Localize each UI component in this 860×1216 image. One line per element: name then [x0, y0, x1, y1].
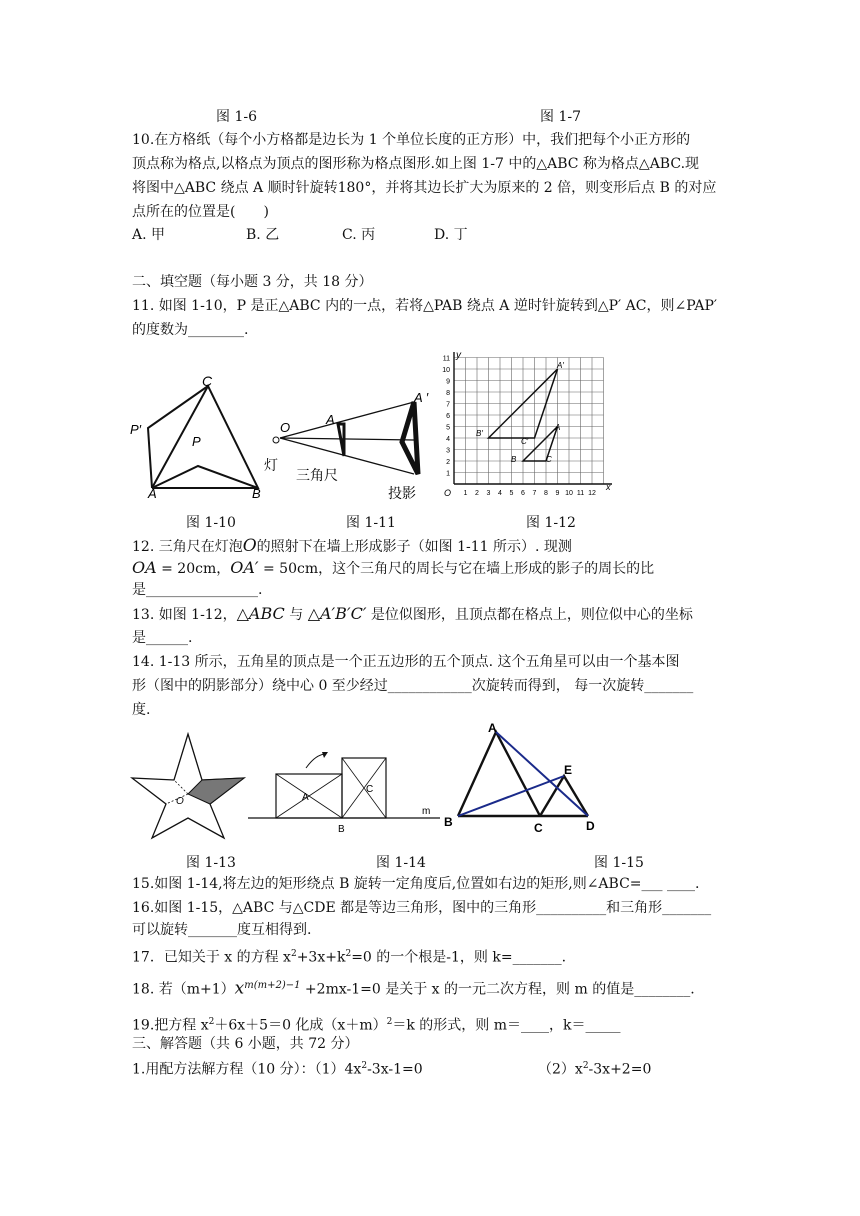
- q19-line: [132, 1012, 621, 1036]
- fig12-ytick: 11: [442, 355, 450, 363]
- q18-exponent: m(m+2)−1: [244, 980, 301, 991]
- q19-sup-2: 2: [386, 1017, 393, 1027]
- figure-1-10: [128, 372, 268, 502]
- q17-text-a: 17．已知关于 x 的方程 x: [132, 949, 291, 966]
- caption-fig-1-13: 图 1-13: [186, 855, 236, 871]
- q10-option-a: A. 甲: [132, 227, 166, 243]
- fig12-xtick: 9: [555, 490, 560, 497]
- fig12-xtick: 12: [588, 490, 596, 497]
- q19-sup-1: 2: [208, 1017, 215, 1027]
- fig12-ytick: 5: [446, 424, 450, 432]
- figure-1-13: [130, 732, 246, 840]
- fig12-xtick: 4: [498, 490, 502, 497]
- fig11-label-shadow: 投影: [388, 485, 416, 501]
- q13-text-a: 13. 如图 1-12，: [132, 607, 237, 623]
- fig12-xtick: 2: [475, 490, 479, 497]
- q16-line-2: 可以旋转_______度互相得到.: [132, 922, 312, 938]
- q18-text-b: +2mx-1=0 是关于 x 的一元二次方程，则 m 的值是________.: [300, 981, 695, 998]
- fig12-xtick: 11: [576, 490, 585, 497]
- fig12-label-c-prime: C′: [521, 437, 529, 446]
- q10-option-b: B. 乙: [246, 227, 280, 243]
- fig14-label-m: m: [422, 806, 431, 817]
- q11-line-2: 的度数为________.: [132, 322, 249, 338]
- q12-oa-prime: OA′: [230, 558, 259, 577]
- q13-tri-abc-prime: △A′B′C′: [307, 604, 367, 623]
- fig10-label-b: B: [252, 486, 261, 501]
- q17-sup-2: 2: [345, 949, 352, 959]
- fig12-ytick: 10: [442, 367, 450, 374]
- q11-line-1: 11. 如图 1-10，P 是正△ABC 内的一点，若将△PAB 绕点 A 逆时针旋转到△P′ AC，则∠PAP′: [132, 298, 718, 314]
- caption-fig-1-11: 图 1-11: [346, 515, 396, 531]
- q18-text-a: 18. 若（m+1）: [132, 981, 235, 998]
- caption-fig-1-14: 图 1-14: [376, 855, 426, 871]
- caption-fig-1-6: 图 1-6: [216, 109, 257, 125]
- q12-oa-value: = 20cm，: [156, 561, 231, 577]
- q14-line-2: 形（图中的阴影部分）绕中心 0 至少经过____________次旋转而得到， 每一次旋转_______: [132, 678, 694, 694]
- caption-fig-1-15: 图 1-15: [594, 855, 644, 871]
- q1-part-2: [538, 1056, 651, 1080]
- q12-oa: OA: [132, 558, 157, 577]
- q13-line-1: [132, 604, 693, 625]
- figure-1-11: [264, 382, 432, 502]
- q1-sup-1: 2: [361, 1061, 368, 1071]
- q19-text-a: 19.把方程 x: [132, 1017, 209, 1034]
- q16-line-1: 16.如图 1-15，△ABC 与△CDE 都是等边三角形，图中的三角形__________和三角形_______: [132, 900, 712, 916]
- q1-part-1b: -3x-1=0: [367, 1061, 423, 1078]
- q17-line: [132, 944, 566, 968]
- q12-oa-prime-value: = 50cm，这个三角尺的周长与它在墙上形成的影子的周长的比: [258, 561, 655, 577]
- q13-line-2: 是______.: [132, 630, 193, 646]
- fig12-xtick: 10: [565, 490, 573, 497]
- q18-base: x: [234, 978, 245, 999]
- q12-line-3: 是________________.: [132, 582, 263, 598]
- fig12-label-b: B: [511, 455, 517, 464]
- fig12-xtick: 7: [532, 490, 537, 497]
- q1-part-2a: （2）x: [538, 1061, 583, 1078]
- q17-text-b: +3x+k: [296, 949, 346, 966]
- fig12-axis-x: x: [606, 482, 611, 492]
- caption-fig-1-7: 图 1-7: [540, 109, 581, 125]
- fig12-ytick: 6: [446, 413, 450, 420]
- fig12-ytick: 7: [446, 401, 450, 409]
- caption-fig-1-12: 图 1-12: [526, 515, 576, 531]
- q1-part-1a: 1.用配方法解方程（10 分）：（1）4x: [132, 1061, 362, 1078]
- fig12-xtick: 8: [544, 490, 548, 497]
- fig11-label-lamp: 灯: [264, 457, 278, 473]
- q19-text-b: ＋6x＋5＝0 化成（x＋m）: [214, 1017, 387, 1034]
- fig14-label-b: B: [338, 824, 345, 834]
- fig12-ytick: 8: [446, 390, 450, 397]
- fig13-label-o: O: [176, 796, 184, 807]
- q10-line-4: 点所在的位置是( ): [132, 204, 269, 220]
- figure-1-12: [436, 348, 616, 506]
- fig12-label-c: C: [546, 455, 552, 464]
- fig14-label-c: C: [366, 784, 374, 795]
- section-2-heading: 二、填空题（每小题 3 分，共 18 分）: [132, 274, 373, 290]
- fig10-label-p: P: [192, 434, 201, 449]
- fig11-label-ruler: 三角尺: [296, 467, 338, 483]
- fig15-label-c: C: [534, 821, 543, 835]
- q1-part-2b: -3x+2=0: [588, 1061, 652, 1078]
- fig15-label-d: D: [586, 819, 595, 833]
- fig14-label-a: A: [302, 792, 309, 803]
- fig12-ytick: 4: [446, 436, 450, 443]
- fig12-label-b-prime: B′: [476, 429, 483, 438]
- fig12-ytick: 3: [446, 447, 450, 455]
- q12-o: O: [242, 536, 257, 556]
- q12-text-1b: 的照射下在墙上形成影子（如图 1-11 所示）. 现测: [256, 539, 572, 555]
- fig12-xtick: 6: [521, 490, 525, 497]
- q10-line-1: 10.在方格纸（每个小方格都是边长为 1 个单位长度的正方形）中，我们把每个小正方形的: [132, 132, 691, 148]
- q13-text-c: 是位似图形，且顶点都在格点上，则位似中心的坐标: [366, 607, 693, 623]
- q17-text-c: =0 的一个根是-1，则 k=_______.: [351, 949, 567, 966]
- fig12-xtick: 1: [463, 490, 468, 497]
- q10-option-c: C. 丙: [342, 227, 376, 243]
- q10-line-2: 顶点称为格点,以格点为顶点的图形称为格点图形.如上图 1-7 中的△ABC 称为格点△ABC.现: [132, 156, 700, 172]
- fig12-xtick: 3: [486, 490, 491, 497]
- fig15-label-a: A: [488, 721, 497, 735]
- q14-line-3: 度.: [132, 702, 151, 718]
- fig12-ytick: 2: [446, 459, 450, 466]
- q1-sup-2: 2: [582, 1061, 589, 1071]
- q13-tri-abc: △ABC: [236, 604, 285, 623]
- q10-option-d: D. 丁: [434, 227, 468, 243]
- fig11-label-a: A: [326, 412, 335, 427]
- q14-line-1: 14. 1-13 所示，五角星的顶点是一个正五边形的五个顶点. 这个五角星可以由一个基本图: [132, 654, 680, 670]
- fig12-axis-y: y: [456, 350, 461, 361]
- figure-1-14: [244, 752, 440, 834]
- fig15-label-e: E: [564, 763, 573, 777]
- fig10-label-c: C: [202, 373, 213, 389]
- q15-line: 15.如图 1-14,将左边的矩形绕点 B 旋转一定角度后,位置如右边的矩形,则∠ABC=___ ____.: [132, 876, 700, 892]
- q18-line: [132, 976, 695, 1000]
- fig10-label-p-prime: P′: [130, 422, 142, 437]
- fig12-label-a-prime: A′: [557, 361, 564, 370]
- caption-fig-1-10: 图 1-10: [186, 515, 236, 531]
- fig12-origin: O: [444, 488, 452, 498]
- fig12-ytick: 1: [446, 470, 450, 478]
- q17-sup-1: 2: [290, 949, 297, 959]
- q12-line-2: [132, 558, 654, 579]
- section-3-heading: 三、解答题（共 6 小题，共 72 分）: [132, 1036, 359, 1052]
- q19-text-c: ＝k 的形式，则 m＝____，k＝_____: [392, 1017, 621, 1034]
- q12-text-1: 12. 三角尺在灯泡: [132, 539, 243, 555]
- q13-text-b: 与: [284, 607, 308, 623]
- q12-line-1: [132, 536, 572, 557]
- q1-line: [132, 1056, 423, 1080]
- q10-line-3: 将图中△ABC 绕点 A 顺时针旋转180°，并将其边长扩大为原来的 2 倍，则变形后点 B 的对应: [132, 180, 717, 196]
- fig11-label-a-prime: A ′: [414, 390, 429, 405]
- fig12-label-a: A: [555, 423, 561, 432]
- fig11-label-o: O: [280, 420, 291, 435]
- fig12-ytick: 9: [446, 378, 450, 386]
- figure-1-15: [442, 718, 608, 838]
- fig15-label-b: B: [444, 815, 453, 829]
- fig12-xtick: 5: [509, 490, 514, 497]
- fig10-label-a: A: [148, 486, 157, 501]
